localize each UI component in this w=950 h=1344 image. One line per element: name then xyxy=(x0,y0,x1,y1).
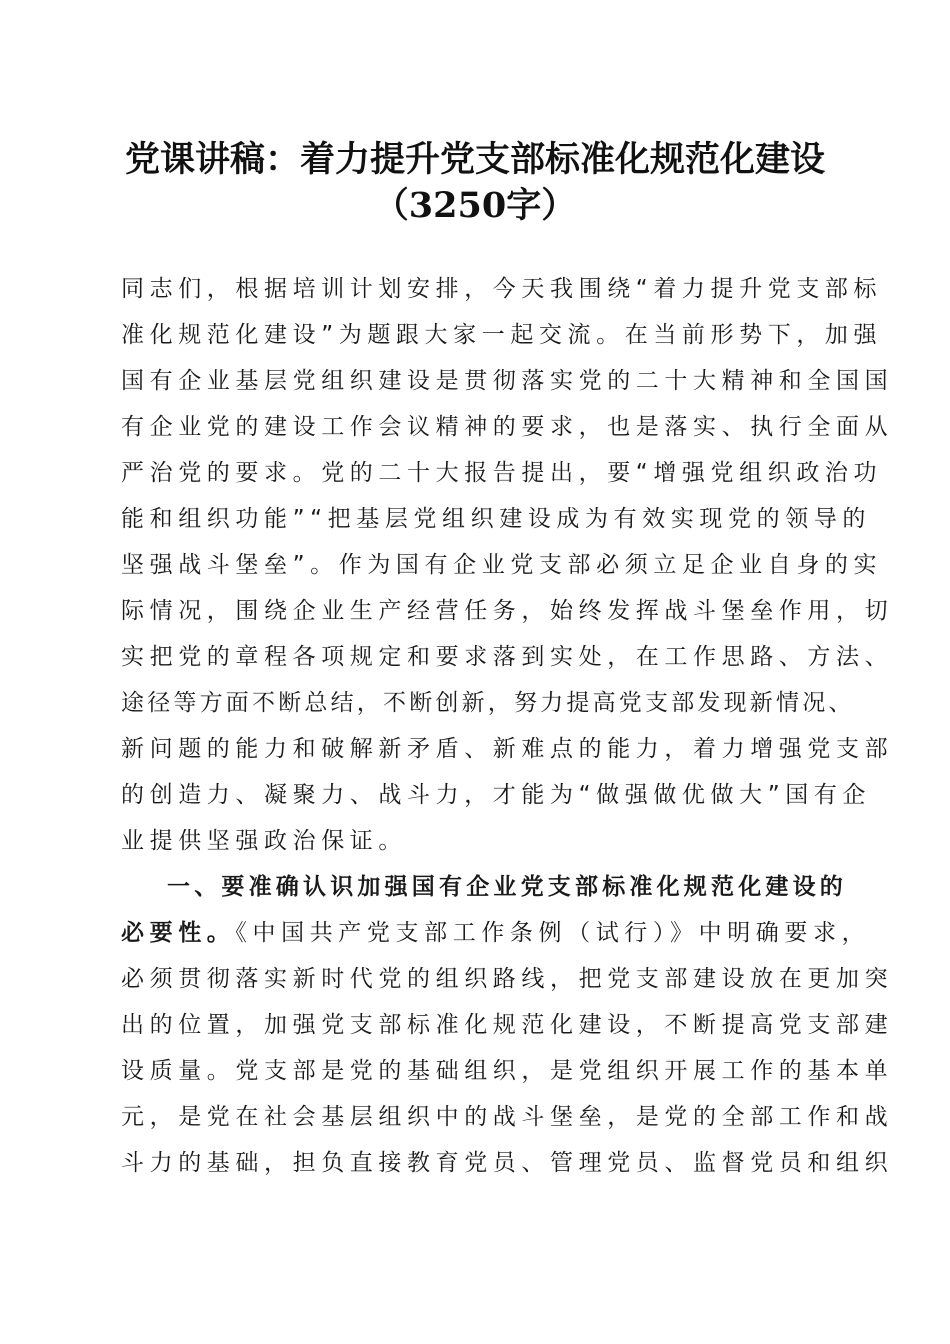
paragraph-line: 能和组织功能”“把基层党组织建设成为有效实现党的领导的 xyxy=(121,506,872,532)
paragraph-line: 出的位置，加强党支部标准化规范化建设，不断提高党支部建 xyxy=(121,1012,894,1038)
paragraph-line: 实把党的章程各项规定和要求落到实处，在工作思路、方法、 xyxy=(121,644,894,670)
document-title-wordcount: （3250字） xyxy=(373,185,577,226)
paragraph-line: 国有企业基层党组织建设是贯彻落实党的二十大精神和全国国 xyxy=(121,368,894,394)
section-text: 《中国共产党支部工作条例（试行）》中明确要求， xyxy=(235,920,871,946)
paragraph-line: 准化规范化建设”为题跟大家一起交流。在当前形势下，加强 xyxy=(121,322,883,348)
paragraph-line: 元，是党在社会基层组织中的战斗堡垒，是党的全部工作和战 xyxy=(121,1104,894,1130)
paragraph-line: 设质量。党支部是党的基础组织，是党组织开展工作的基本单 xyxy=(121,1058,894,1084)
paragraph-line: 斗力的基础，担负直接教育党员、管理党员、监督党员和组织 xyxy=(121,1150,894,1176)
paragraph-line: 途径等方面不断总结，不断创新，努力提高党支部发现新情况、 xyxy=(121,690,855,716)
paragraph-line: 业提供坚强政治保证。 xyxy=(121,828,407,854)
paragraph-line: 新问题的能力和破解新矛盾、新难点的能力，着力增强党支部 xyxy=(121,736,894,762)
section-heading-end: 必要性。 xyxy=(121,920,236,946)
section-heading: 一、要准确认识加强国有企业党支部标准化规范化建设的 xyxy=(167,874,847,900)
paragraph-line: 坚强战斗堡垒”。作为国有企业党支部必须立足企业自身的实 xyxy=(121,552,883,578)
paragraph-line: 际情况，围绕企业生产经营任务，始终发挥战斗堡垒作用，切 xyxy=(121,598,894,624)
paragraph-line: 必须贯彻落实新时代党的组织路线，把党支部建设放在更加突 xyxy=(121,966,894,992)
paragraph-line: 严治党的要求。党的二十大报告提出，要“增强党组织政治功 xyxy=(121,460,883,486)
document-title: 党课讲稿：着力提升党支部标准化规范化建设 xyxy=(124,139,825,180)
section-heading-continuation xyxy=(121,910,870,956)
paragraph-line: 的创造力、凝聚力、战斗力，才能为“做强做优做大”国有企 xyxy=(121,782,872,808)
paragraph-line: 有企业党的建设工作会议精神的要求，也是落实、执行全面从 xyxy=(121,414,894,440)
paragraph-line: 同志们，根据培训计划安排，今天我围绕“着力提升党支部标 xyxy=(121,276,883,302)
